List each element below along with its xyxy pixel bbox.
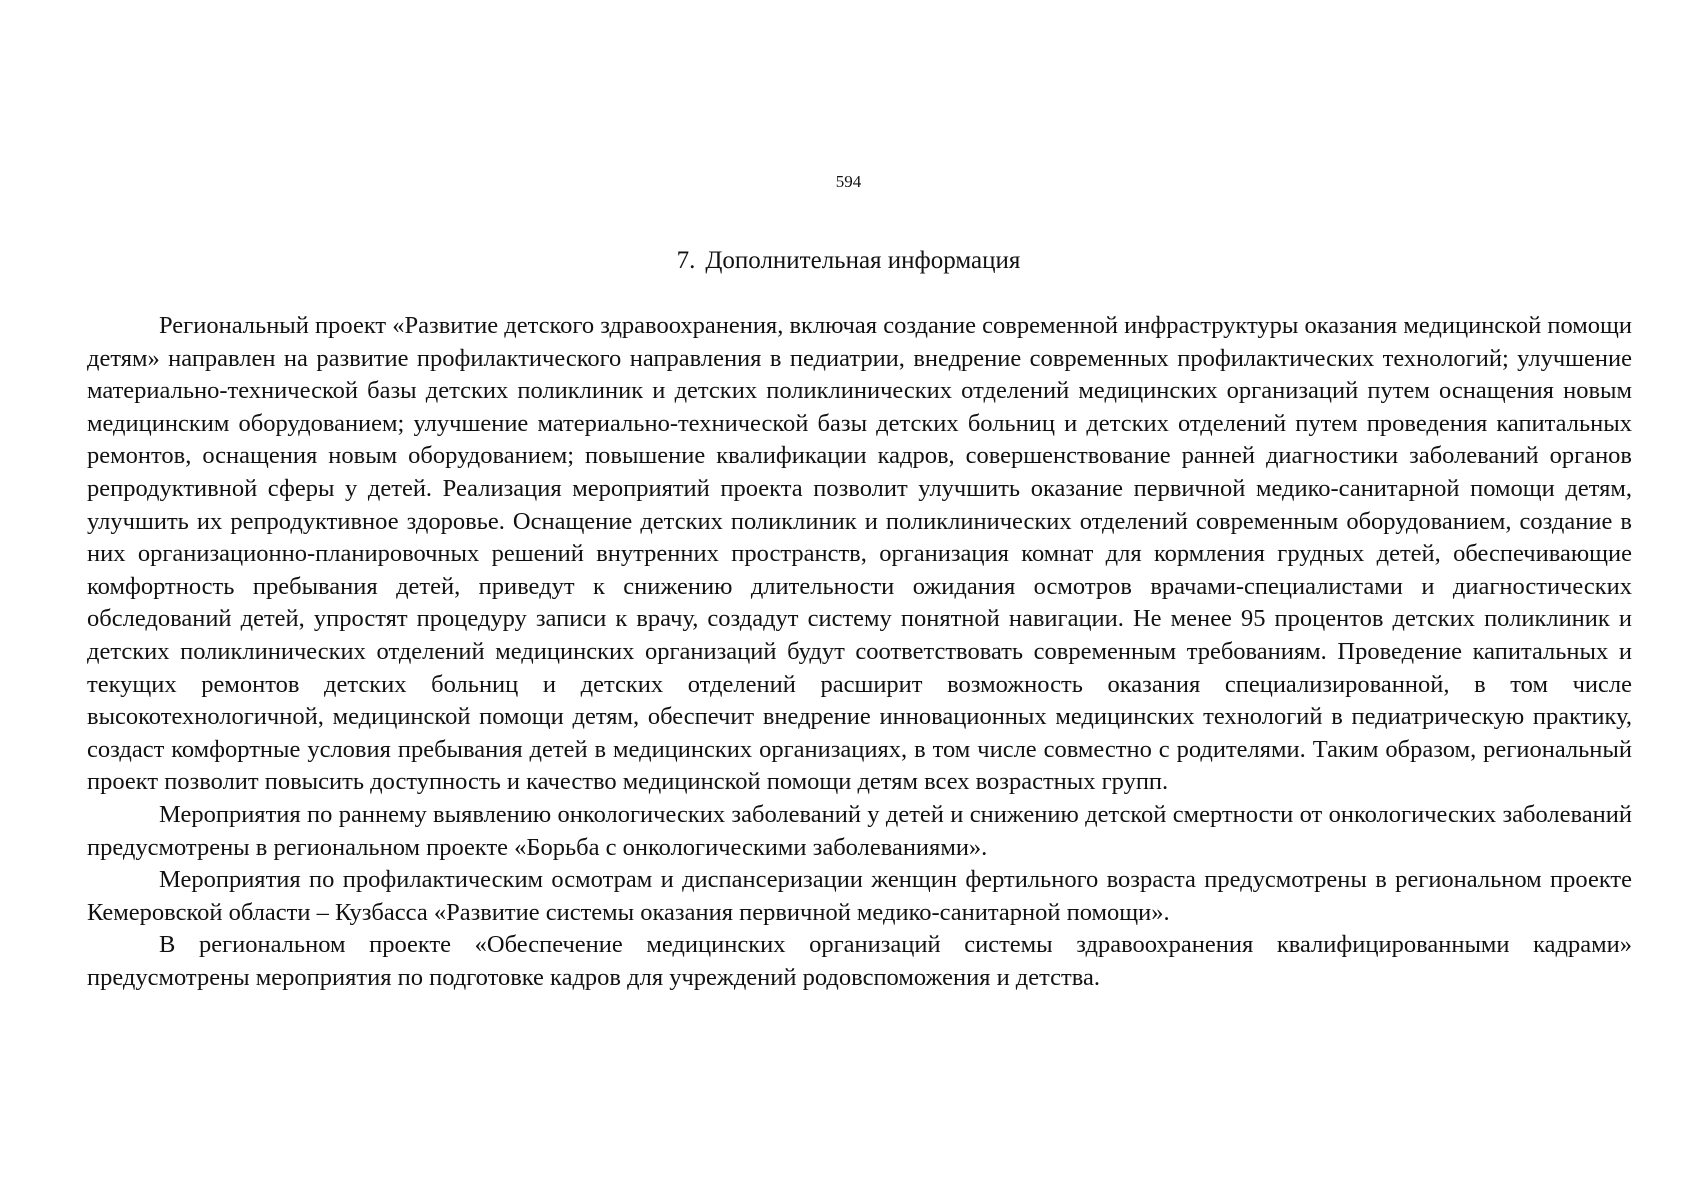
section-number: 7. <box>676 247 696 274</box>
paragraph: В региональном проекте «Обеспечение медицинских организаций системы здравоохранения квалифицированными кадрами» предусмотрены мероприятия по подготовке кадров для учреждений родовспоможения и детства. <box>87 931 1632 991</box>
paragraph: Мероприятия по профилактическим осмотрам и диспансеризации женщин фертильного возраста предусмотрены в региональном проекте Кемеровской области – Кузбасса «Развитие системы оказания первичной медико-санитарной помощи». <box>87 866 1632 926</box>
paragraph: Региональный проект «Развитие детского здравоохранения, включая создание современной инфраструктуры оказания медицинской помощи детям» направлен на развитие профилактического направления в педиатрии, внедрение современных профилактических технологий; улучшение материально-технической базы детских поликлиник и детских поликлинических отделений медицинских организаций путем оснащения новым медицинским оборудованием; улучшение материально-технической базы детских больниц и детских отделений путем проведения капитальных ремонтов, оснащения новым оборудованием; повышение квалификации кадров, совершенствование ранней диагностики заболеваний органов репродуктивной сферы у детей. Реализация мероприятий проекта позволит улучшить оказание первичной медико-санитарной помощи детям, улучшить их репродуктивное здоровье. Оснащение детских поликлиник и поликлинических отделений современным оборудованием, создание в них организационно-планировочных решений внутренних пространств, организация комнат для кормления грудных детей, обеспечивающие комфортность пребывания детей, приведут к снижению длительности ожидания осмотров врачами-специалистами и диагностических обследований детей, упростят процедуру записи к врачу, создадут систему понятной навигации. Не менее 95 процентов детских поликлиник и детских поликлинических отделений медицинских организаций будут соответствовать современным требованиям. Проведение капитальных и текущих ремонтов детских больниц и детских отделений расширит возможность оказания специализированной, в том числе высокотехнологичной, медицинской помощи детям, обеспечит внедрение инновационных медицинских технологий в педиатрическую практику, создаст комфортные условия пребывания детей в медицинских организациях, в том числе совместно с родителями. Таким образом, региональный проект позволит повысить доступность и качество медицинской помощи детям всех возрастных групп. <box>87 312 1632 796</box>
section-heading <box>0 246 1697 276</box>
section-title: Дополнительная информация <box>705 247 1021 274</box>
page-number: 594 <box>835 172 862 191</box>
body-text <box>87 310 1632 994</box>
paragraph: Мероприятия по раннему выявлению онкологических заболеваний у детей и снижению детской смертности от онкологических заболеваний предусмотрены в региональном проекте «Борьба с онкологическими заболеваниями». <box>87 800 1632 861</box>
